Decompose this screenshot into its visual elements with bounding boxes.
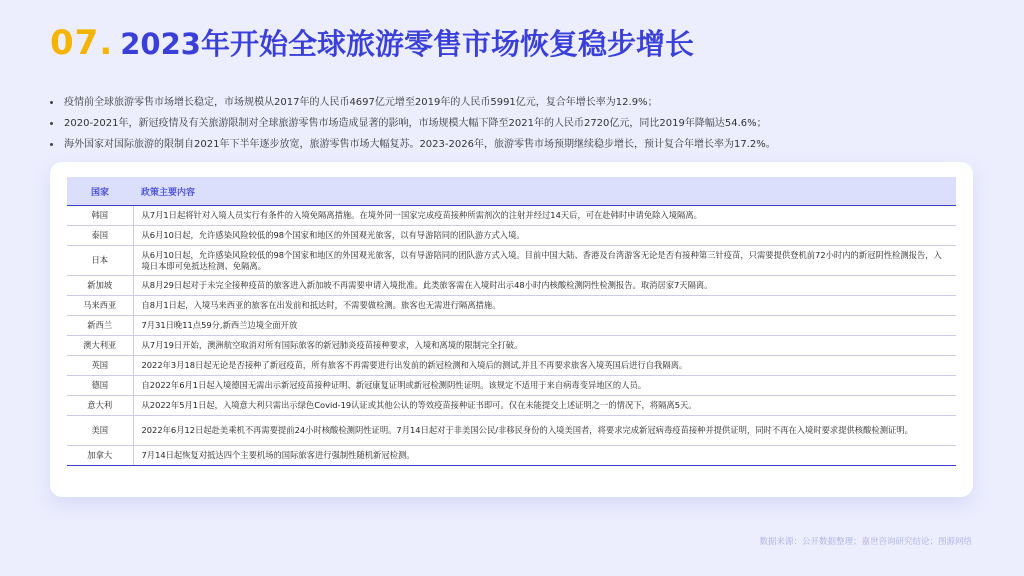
- country-cell: 日本: [67, 246, 133, 276]
- country-cell: 新加坡: [67, 276, 133, 296]
- policy-cell: 2022年3月18日起无论是否接种了新冠疫苗，所有旅客不再需要进行出发前的新冠检测和入境后的测试,并且不再要求旅客入境英国后进行自我隔离。: [133, 356, 956, 376]
- policy-cell: 从6月10日起，允许感染风险较低的98个国家和地区的外国观光旅客，以有导游陪同的团队游方式入境。: [133, 226, 956, 246]
- policy-cell: 从7月1日起将针对入境人员实行有条件的入境免隔离措施。在境外同一国家完成疫苗接种所需剂次的注射并经过14天后，可在赴韩时申请免除入境隔离。: [133, 206, 956, 226]
- policy-cell: 2022年6月12日起赴美乘机不再需要提前24小时核酸检测阴性证明。7月14日起对于非美国公民/非移民身份的入境美国者，将要求完成新冠病毒疫苗接种并提供证明，同时不再在入境时要求提供核酸检测证明。: [133, 416, 956, 446]
- policy-cell: 从6月10日起，允许感染风险较低的98个国家和地区的外国观光旅客，以有导游陪同的团队游方式入境。目前中国大陆、香港及台湾游客无论是否有接种第三针疫苗，只需要提供登机前72小时内的新冠阴性检测报告，入境日本即可免抵达检测、免隔离。: [133, 246, 956, 276]
- country-cell: 新西兰: [67, 316, 133, 336]
- policy-cell: 自2022年6月1日起入境德国无需出示新冠疫苗接种证明、新冠康复证明或新冠检测阴性证明。该规定不适用于来自病毒变异地区的人员。: [133, 376, 956, 396]
- column-header-policy: 政策主要内容: [133, 177, 956, 206]
- table-row: [67, 246, 956, 276]
- policy-cell: 7月31日晚11点59分,新西兰边境全面开放: [133, 316, 956, 336]
- summary-bullets: [48, 92, 988, 155]
- table-row: [67, 336, 956, 356]
- country-cell: 加拿大: [67, 446, 133, 466]
- data-source-note: 数据来源：公开数据整理；嘉世咨询研究结论；图源网络: [759, 537, 972, 547]
- country-cell: 美国: [67, 416, 133, 446]
- title-text: 2023年开始全球旅游零售市场恢复稳步增长: [120, 27, 694, 61]
- policy-table: [67, 177, 956, 466]
- country-cell: 澳大利亚: [67, 336, 133, 356]
- country-cell: 韩国: [67, 206, 133, 226]
- policy-table-card: [50, 162, 973, 497]
- section-number: 07: [50, 23, 100, 63]
- table-row: [67, 416, 956, 446]
- column-header-country: 国家: [67, 177, 133, 206]
- country-cell: 意大利: [67, 396, 133, 416]
- policy-cell: 从8月29日起对于未完全接种疫苗的旅客进入新加坡不再需要申请入境批准。此类旅客需在入境时出示48小时内核酸检测阴性检测报告。取消居家7天隔离。: [133, 276, 956, 296]
- table-header-row: [67, 177, 956, 206]
- country-cell: 马来西亚: [67, 296, 133, 316]
- country-cell: 德国: [67, 376, 133, 396]
- country-cell: 英国: [67, 356, 133, 376]
- table-row: [67, 396, 956, 416]
- table-row: [67, 206, 956, 226]
- policy-cell: 从2022年5月1日起，入境意大利只需出示绿色Covid-19认证或其他公认的等效疫苗接种证书即可。仅在未能提交上述证明之一的情况下，将隔离5天。: [133, 396, 956, 416]
- table-row: [67, 316, 956, 336]
- page-title: [50, 22, 694, 63]
- bullet-item: 2020-2021年，新冠疫情及有关旅游限制对全球旅游零售市场造成显著的影响，市场规模大幅下降至2021年的人民币2720亿元，同比2019年降幅达54.6%；: [48, 113, 988, 134]
- policy-cell: 自8月1日起，入境马来西亚的旅客在出发前和抵达时，不需要做检测。旅客也无需进行隔离措施。: [133, 296, 956, 316]
- policy-cell: 7月14日起恢复对抵达四个主要机场的国际旅客进行强制性随机新冠检测。: [133, 446, 956, 466]
- section-number-dot: .: [99, 23, 113, 63]
- policy-cell: 从7月19日开始，澳洲航空取消对所有国际旅客的新冠肺炎疫苗接种要求，入境和离境的限制完全打破。: [133, 336, 956, 356]
- bullet-item: 海外国家对国际旅游的限制自2021年下半年逐步放宽，旅游零售市场大幅复苏。2023-2026年，旅游零售市场预期继续稳步增长，预计复合年增长率为17.2%。: [48, 134, 988, 155]
- table-row: [67, 226, 956, 246]
- table-row: [67, 276, 956, 296]
- table-row: [67, 296, 956, 316]
- bullet-item: 疫情前全球旅游零售市场增长稳定，市场规模从2017年的人民币4697亿元增至2019年的人民币5991亿元，复合年增长率为12.9%；: [48, 92, 988, 113]
- table-row: [67, 376, 956, 396]
- country-cell: 泰国: [67, 226, 133, 246]
- table-row: [67, 446, 956, 466]
- table-row: [67, 356, 956, 376]
